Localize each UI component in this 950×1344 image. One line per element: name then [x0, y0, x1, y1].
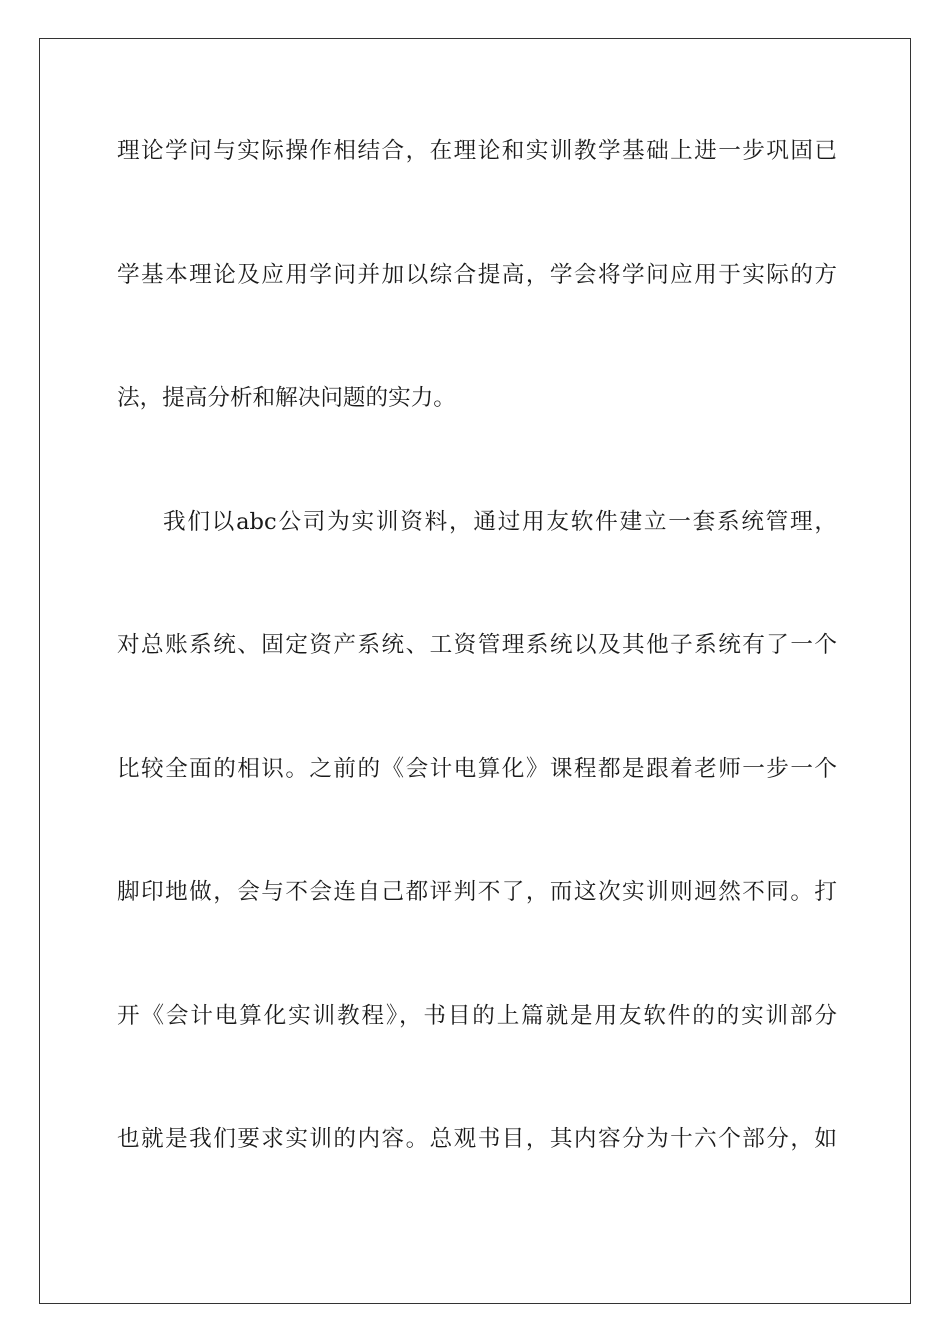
text-line-2: 学基本理论及应用学问并加以综合提高，学会将学问应用于实际的方: [117, 262, 837, 288]
page-border: [39, 38, 911, 1304]
text-line-7: 脚印地做，会与不会连自己都评判不了，而这次实训则迥然不同。打: [117, 879, 837, 905]
text-line-4: 我们以abc公司为实训资料，通过用友软件建立一套系统管理，: [163, 509, 837, 535]
text-line-1: 理论学问与实际操作相结合，在理论和实训教学基础上进一步巩固已: [117, 138, 837, 164]
text-line-6: 比较全面的相识。之前的《会计电算化》课程都是跟着老师一步一个: [117, 756, 837, 782]
text-line-8: 开《会计电算化实训教程》，书目的上篇就是用友软件的的实训部分: [117, 1003, 837, 1029]
text-line-5: 对总账系统、固定资产系统、工资管理系统以及其他子系统有了一个: [117, 632, 837, 658]
text-line-9: 也就是我们要求实训的内容。总观书目，其内容分为十六个部分，如: [117, 1126, 837, 1152]
text-line-3: 法，提高分析和解决问题的实力。: [117, 385, 456, 411]
